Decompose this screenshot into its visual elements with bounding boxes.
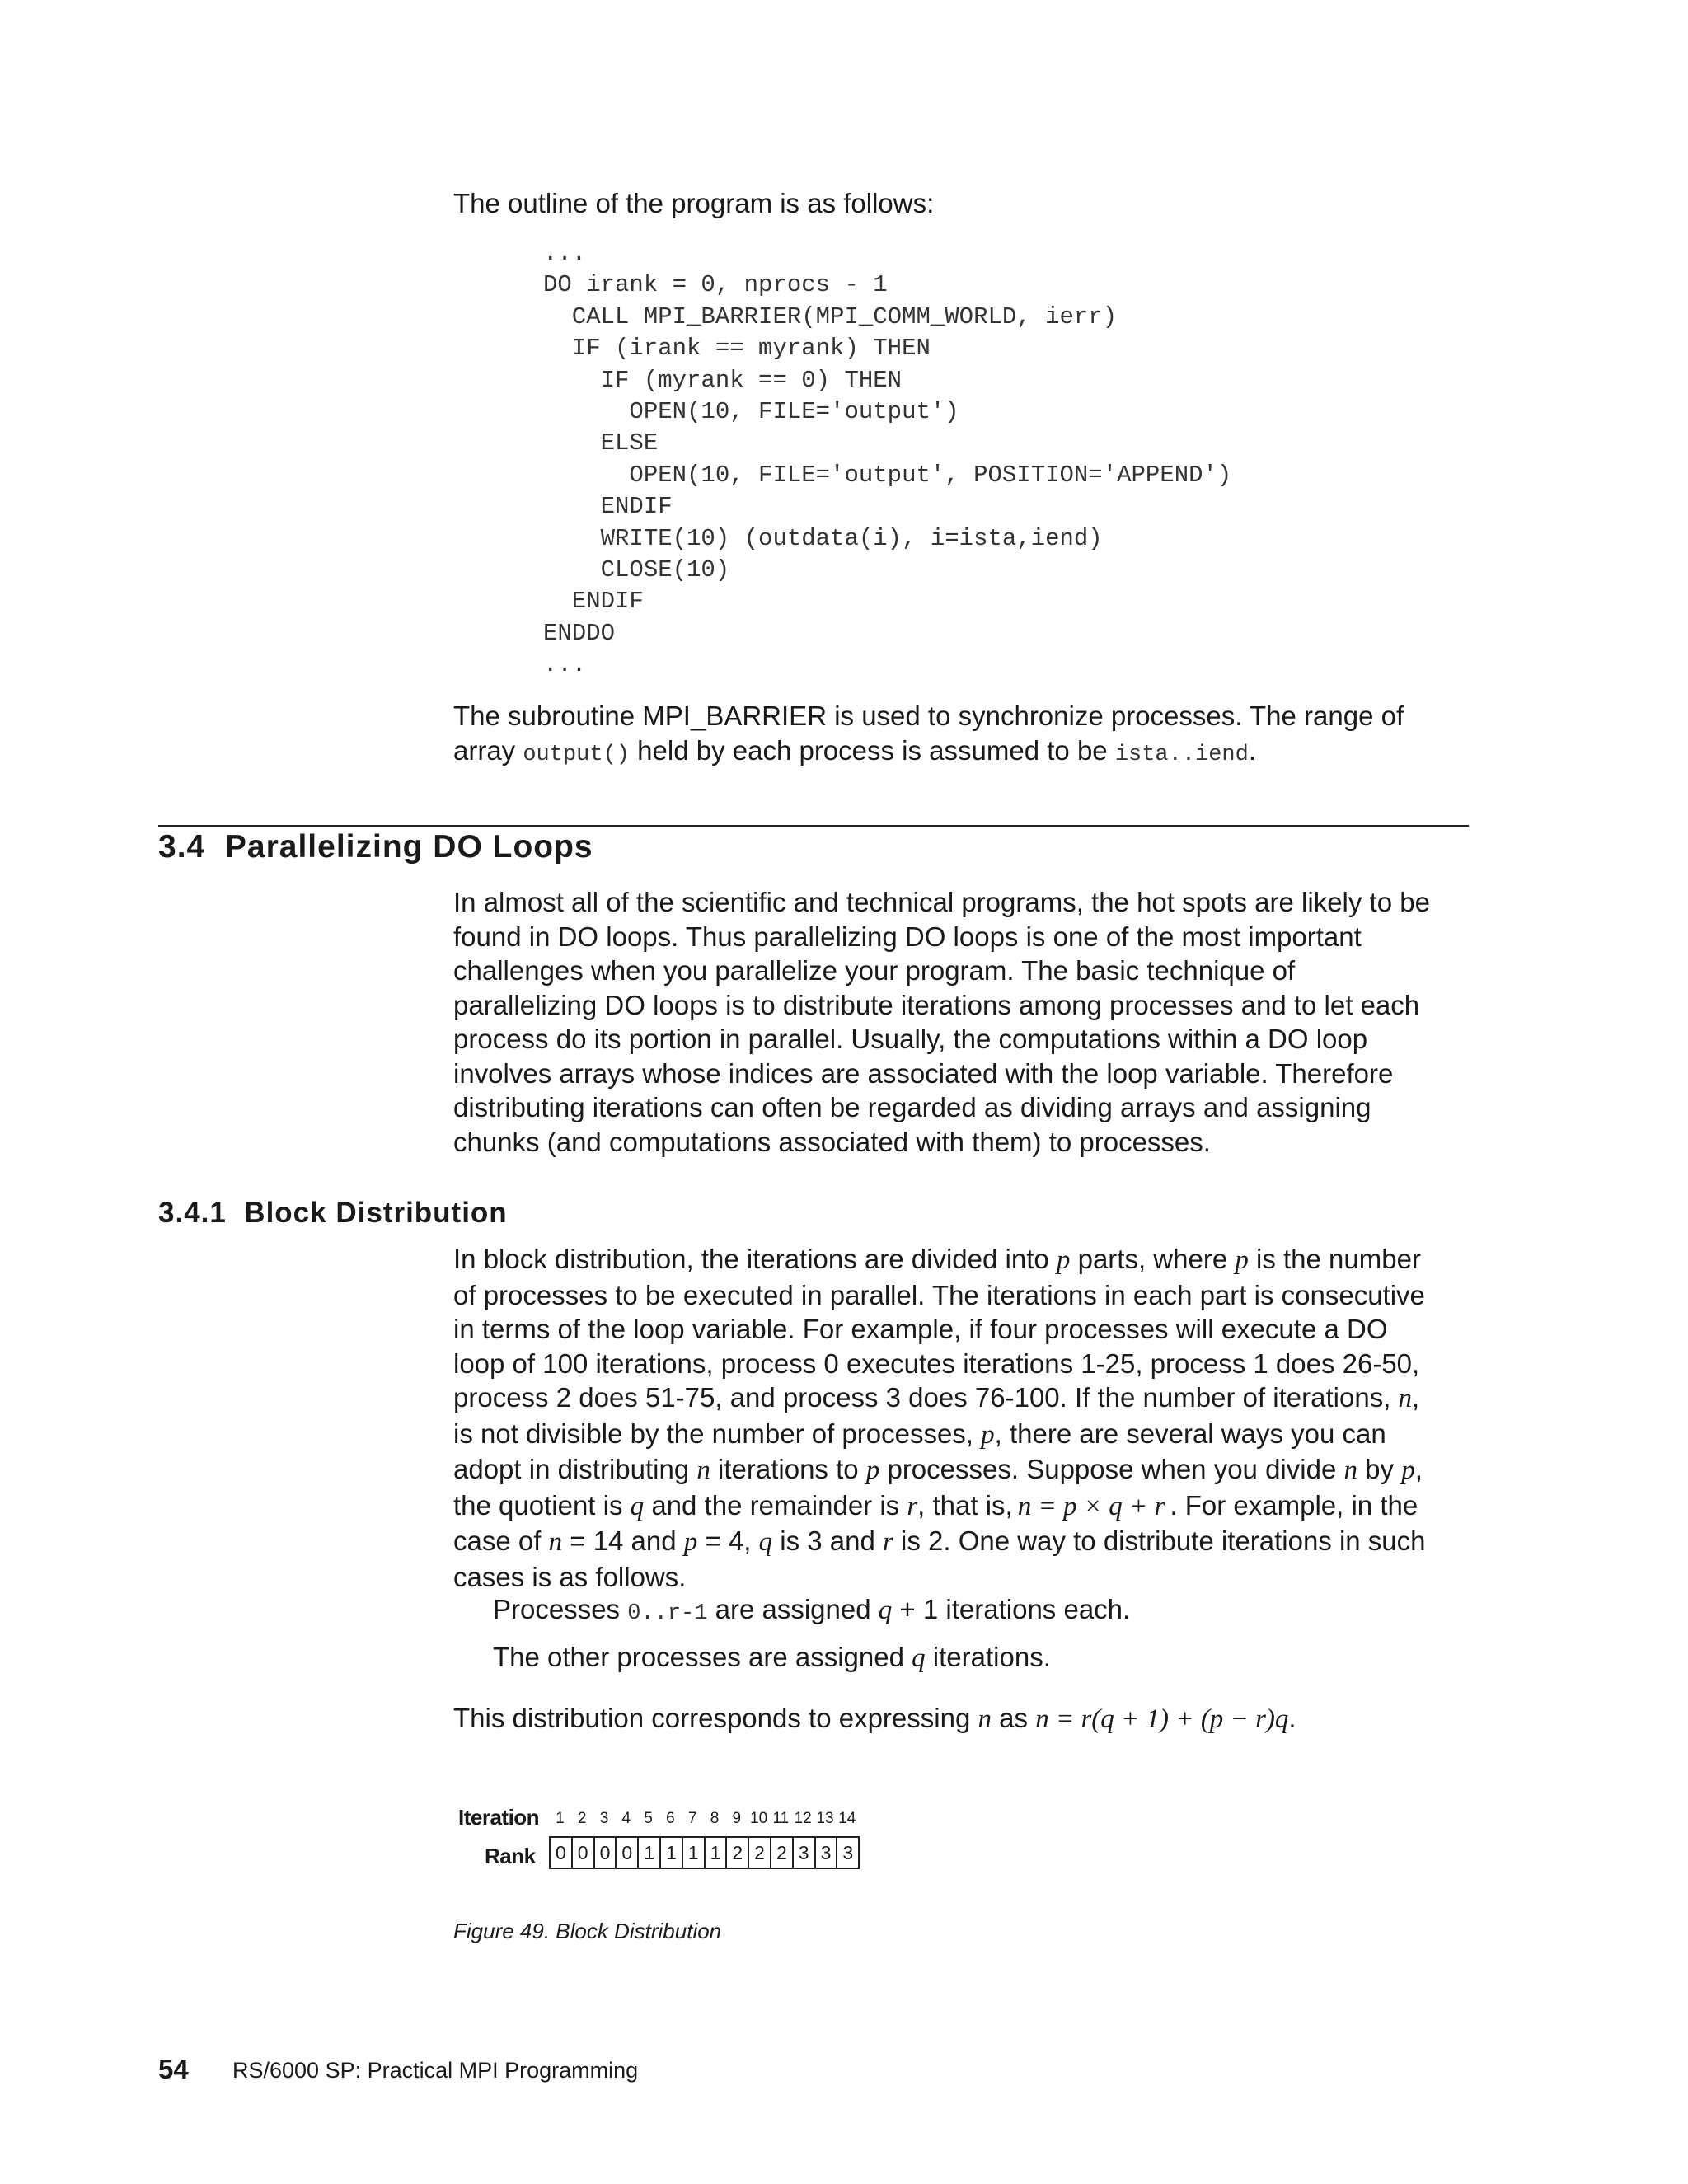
rank-label: Rank — [485, 1844, 536, 1868]
paragraph-line: distributing iterations can often be regarded as dividing arrays and assigning — [453, 1092, 1372, 1122]
iteration-number: 10 — [750, 1810, 768, 1827]
rank-cells — [549, 1836, 860, 1869]
paragraph-line: chunks (and computations associated with them) to processes. — [453, 1126, 1211, 1157]
paragraph-line: of processes to be executed in parallel. The iterations in each part is consecutive — [453, 1279, 1425, 1310]
iteration-number: 3 — [599, 1810, 609, 1827]
iteration-number: 14 — [838, 1810, 856, 1827]
paragraph-line: challenges when you parallelize your program. The basic technique of — [453, 955, 1296, 986]
code-ista-iend: ista..iend — [1114, 742, 1249, 767]
paragraph-line: case of n = 14 and p = 4, q is 3 and r is 2. One way to distribute iterations in such — [453, 1526, 1426, 1557]
rank-cell: 1 — [704, 1838, 726, 1868]
paragraph-line: loop of 100 iterations, process 0 executes iterations 1-25, process 1 does 26-50, — [453, 1347, 1420, 1379]
paragraph-line: involves arrays whose indices are associated with the loop variable. Therefore — [453, 1057, 1394, 1089]
section-paragraph — [453, 885, 1475, 1159]
iteration-number: 12 — [794, 1810, 812, 1827]
code-block — [543, 238, 1231, 682]
barrier-line-1: The subroutine MPI_BARRIER is used to synchronize processes. The range of — [453, 701, 1404, 731]
rank-cell: 1 — [659, 1838, 682, 1868]
iteration-number: 2 — [577, 1810, 587, 1827]
paragraph-line: parallelizing DO loops is to distribute iterations among processes and to let each — [453, 989, 1420, 1020]
intro-text: The outline of the program is as follows: — [453, 188, 935, 218]
paragraph-line: in terms of the loop variable. For example, if four processes will execute a DO — [453, 1314, 1388, 1344]
iteration-number: 7 — [687, 1810, 697, 1827]
iteration-label: Iteration — [458, 1805, 540, 1830]
paragraph-line: cases is as follows. — [453, 1561, 687, 1592]
iteration-number: 8 — [710, 1810, 720, 1827]
rank-cell: 0 — [571, 1838, 593, 1868]
iteration-number: 5 — [644, 1810, 653, 1827]
paragraph-line: the quotient is q and the remainder is r, that is, n = p × q + r . For example, in the — [453, 1489, 1418, 1521]
paragraph-line: process 2 does 51-75, and process 3 does 76-100. If the number of iterations, n, — [453, 1382, 1420, 1413]
block-distribution-paragraph — [453, 1242, 1484, 1594]
code-line: ENDIF — [543, 493, 673, 521]
iteration-number: 6 — [666, 1810, 675, 1827]
figure-caption: Figure 49. Block Distribution — [453, 1919, 722, 1943]
rank-cell: 1 — [637, 1838, 659, 1868]
code-output: output() — [523, 742, 630, 767]
code-line: OPEN(10, FILE='output', POSITION='APPEND') — [543, 461, 1232, 489]
iteration-number: 13 — [816, 1810, 834, 1827]
rank-cell: 0 — [593, 1838, 616, 1868]
rank-cell: 2 — [770, 1838, 792, 1868]
paragraph-line: In block distribution, the iterations are divided into p parts, where p is the number — [453, 1244, 1421, 1275]
distribution-expression-paragraph: This distribution corresponds to expressing n as n = r(q + 1) + (p − r)q. — [453, 1703, 1296, 1734]
iteration-number: 1 — [556, 1810, 565, 1827]
barrier-line-2: array output() held by each process is assumed to be ista..iend. — [453, 734, 1257, 767]
rank-cell: 2 — [725, 1838, 748, 1868]
code-line: WRITE(10) (outdata(i), i=ista,iend) — [543, 524, 1103, 552]
subsection-heading: 3.4.1 Block Distribution — [158, 1197, 508, 1229]
code-line: IF (myrank == 0) THEN — [543, 366, 903, 394]
paragraph-line: process do its portion in parallel. Usually, the computations within a DO loop — [453, 1024, 1368, 1054]
rank-cell: 0 — [556, 1842, 566, 1863]
paragraph-line: adopt in distributing n iterations to p processes. Suppose when you divide n by p, — [453, 1454, 1423, 1485]
paragraph-line: found in DO loops. Thus parallelizing DO loops is one of the most important — [453, 921, 1362, 952]
iteration-numbers — [549, 1810, 858, 1828]
code-line: OPEN(10, FILE='output') — [543, 398, 959, 426]
code-line: ELSE — [543, 429, 659, 457]
iteration-number: 11 — [772, 1810, 790, 1827]
equation: n = p × q + r — [1017, 1491, 1165, 1521]
code-line: ENDDO — [543, 619, 616, 647]
figure-block-distribution — [453, 1805, 1080, 1896]
book-title: RS/6000 SP: Practical MPI Programming — [232, 2058, 639, 2083]
iteration-number: 9 — [732, 1810, 742, 1827]
code-line: ... — [543, 240, 587, 267]
rank-cell: 3 — [792, 1838, 814, 1868]
section-rule — [158, 825, 1469, 827]
barrier-paragraph — [453, 699, 1475, 772]
code-range: 0..r-1 — [627, 1601, 708, 1626]
bullet-processes-q-plus-1: Processes 0..r-1 are assigned q + 1 iterations each. — [493, 1594, 1131, 1626]
code-line: ENDIF — [543, 588, 644, 616]
code-line: CLOSE(10) — [543, 556, 730, 584]
code-line: IF (irank == myrank) THEN — [543, 335, 931, 363]
paragraph-line: is not divisible by the number of processes, p, there are several ways you can — [453, 1418, 1386, 1450]
code-line: DO irank = 0, nprocs - 1 — [543, 271, 888, 299]
equation: n = r(q + 1) + (p − r)q — [1035, 1704, 1289, 1734]
bullet-other-processes: The other processes are assigned q iterations. — [493, 1642, 1051, 1673]
rank-cell: 3 — [814, 1838, 837, 1868]
page-number: 54 — [158, 2054, 189, 2084]
paragraph-line: In almost all of the scientific and technical programs, the hot spots are likely to be — [453, 887, 1430, 917]
rank-cell: 1 — [682, 1838, 704, 1868]
rank-cell: 0 — [615, 1838, 637, 1868]
code-line: ... — [543, 651, 587, 679]
section-heading: 3.4 Parallelizing DO Loops — [158, 829, 593, 865]
rank-cell: 2 — [748, 1838, 770, 1868]
code-line: CALL MPI_BARRIER(MPI_COMM_WORLD, ierr) — [543, 302, 1118, 330]
iteration-number: 4 — [621, 1810, 631, 1827]
rank-cell: 3 — [836, 1838, 858, 1868]
